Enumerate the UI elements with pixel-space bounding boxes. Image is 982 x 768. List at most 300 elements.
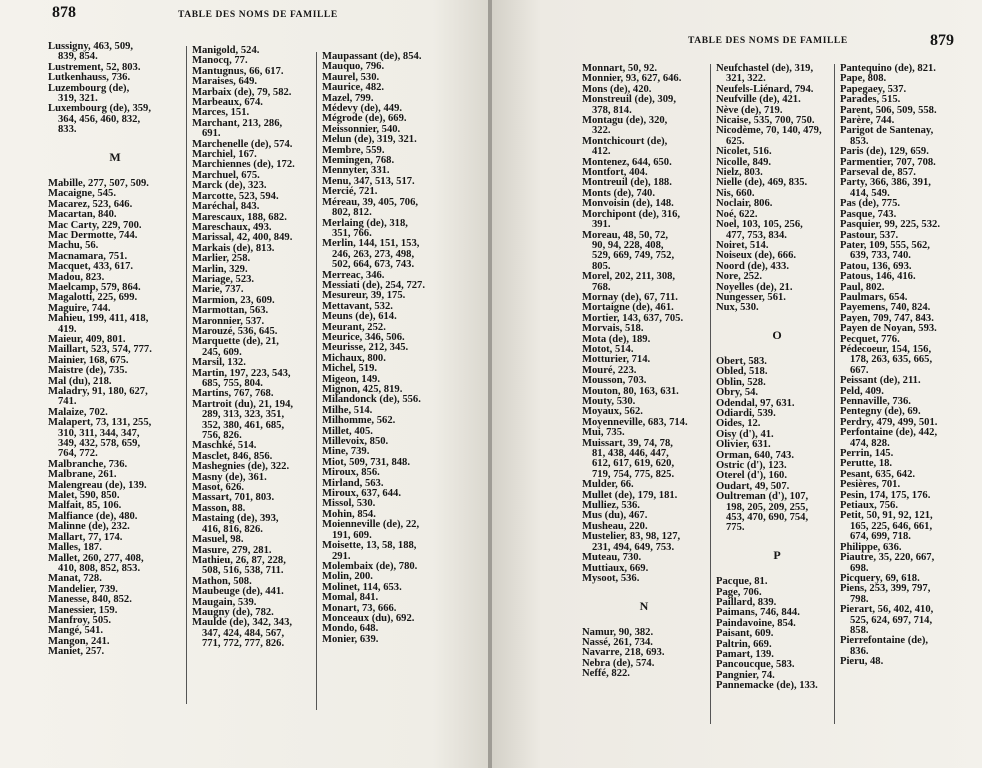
index-entry-continuation: 81, 438, 446, 447, [592, 448, 669, 460]
index-entry: Monart, 73, 666. [322, 602, 397, 614]
index-entry: Pannemacke (de), 133. [716, 680, 818, 692]
column-rule [186, 46, 187, 704]
index-entry: Maronnier, 537. [192, 315, 265, 327]
index-entry: Macaigne, 545. [48, 188, 116, 200]
index-entry: Miroux, 637, 644. [322, 488, 401, 500]
index-entry: Malles, 187. [48, 542, 102, 554]
index-entry-continuation: 391. [592, 219, 611, 231]
index-entry: Millevoix, 850. [322, 436, 389, 448]
index-entry: Lustrement, 52, 803. [48, 61, 141, 73]
index-entry: Muteau, 730. [582, 552, 642, 564]
index-entry: Malaize, 702. [48, 406, 108, 418]
index-entry: Pater, 109, 555, 562, [840, 239, 930, 251]
index-entry: Manat, 728. [48, 573, 102, 585]
index-entry: Muissart, 39, 74, 78, [582, 437, 673, 449]
index-entry: Neffé, 822. [582, 668, 630, 680]
index-entry-continuation: 685, 755, 804. [202, 378, 263, 389]
column-rule [834, 64, 835, 724]
index-entry: Neufchastel (de), 319, [716, 63, 814, 74]
index-entry: Marces, 151. [192, 107, 250, 119]
index-entry: Mousson, 703. [582, 375, 647, 387]
index-column [48, 42, 182, 658]
index-entry: Pancoucque, 583. [716, 659, 795, 671]
index-entry: Morvais, 518. [582, 323, 644, 335]
index-entry: Marck (de), 323. [192, 180, 267, 192]
index-entry: Payen, 709, 747, 843. [840, 312, 934, 324]
index-entry: Neufels-Liénard, 794. [716, 83, 814, 95]
index-entry: Party, 366, 386, 391, [840, 177, 931, 189]
index-entry: Nielle (de), 469, 835. [716, 177, 808, 189]
index-entry: Petiaux, 756. [840, 500, 898, 512]
index-entry: Maschké, 514. [192, 440, 257, 452]
index-entry-continuation: 839, 854. [58, 51, 98, 63]
index-entry: Mainier, 168, 675. [48, 354, 129, 366]
index-entry: Noé, 622. [716, 208, 758, 220]
index-entry: Marouzé, 536, 645. [192, 325, 278, 337]
index-entry-continuation: 836. [850, 645, 869, 657]
index-entry-continuation: 719, 754, 775, 825. [592, 468, 675, 480]
index-entry: Maulde (de), 342, 343, [192, 617, 293, 629]
index-entry: Masure, 279, 281. [192, 544, 272, 556]
index-entry: Mullet (de), 179, 181. [582, 489, 678, 501]
index-entry: Morchipont (de), 316, [582, 208, 681, 220]
index-entry: Malbrane, 261. [48, 469, 117, 481]
index-entry: Mahieu, 199, 411, 418, [48, 313, 149, 325]
index-entry: Mesureur, 39, 175. [322, 290, 406, 302]
index-entry: Payen de Noyan, 593. [840, 323, 937, 335]
index-entry: Martins, 767, 768. [192, 388, 274, 400]
index-entry-continuation: 321, 322. [726, 73, 766, 85]
index-entry-continuation: 802, 812. [332, 207, 372, 219]
index-entry: Monvoisin (de), 148. [582, 198, 674, 210]
index-entry: Obert, 583. [716, 355, 767, 367]
index-entry: Monceaux (du), 692. [322, 612, 415, 624]
index-entry: Moreau, 48, 50, 72, [582, 229, 669, 241]
index-column [716, 64, 838, 692]
index-entry: Mantugnus, 66, 617. [192, 65, 284, 77]
index-entry-continuation: 639, 733, 740. [850, 250, 911, 262]
index-entry-continuation: 319, 321. [58, 93, 98, 105]
index-entry: Manigold, 524. [192, 45, 260, 56]
index-entry-continuation: 525, 624, 697, 714, [850, 614, 933, 626]
index-entry: Namur, 90, 382. [582, 626, 654, 638]
index-entry-continuation: 349, 432, 578, 659, [58, 438, 141, 450]
index-entry: Membre, 559. [322, 144, 385, 156]
index-entry-continuation: 674, 699, 718. [850, 531, 911, 543]
index-entry: Macartan, 840. [48, 209, 117, 221]
index-entry: Machu, 56. [48, 240, 99, 252]
index-entry: Noyelles (de), 21. [716, 281, 793, 293]
index-entry: Patou, 136, 693. [840, 260, 912, 272]
index-entry: Macnamara, 751. [48, 250, 128, 262]
index-entry: Papegaey, 537. [840, 83, 907, 95]
index-entry-continuation: 474, 828. [850, 437, 890, 449]
index-entry: Monts (de), 740. [582, 187, 655, 199]
index-entry: Marchiennes (de), 172. [192, 159, 295, 171]
index-entry: Maugain, 539. [192, 596, 257, 608]
index-entry: Massart, 701, 803. [192, 492, 275, 504]
index-entry: Missol, 530. [322, 498, 376, 510]
index-entry: Montchicourt (de), [582, 135, 668, 147]
index-entry: Mouton, 80, 163, 631. [582, 385, 679, 397]
index-entry: Noord (de), 433. [716, 260, 789, 272]
index-entry-continuation: 508, 516, 538, 711. [202, 565, 284, 577]
spacer [582, 584, 706, 594]
index-entry: Meurice, 346, 506. [322, 331, 405, 343]
index-entry: Molinet, 114, 653. [322, 581, 402, 593]
index-entry: Maniet, 257. [48, 646, 105, 658]
page-number: 879 [930, 32, 954, 49]
index-entry: Nebra (de), 574. [582, 657, 655, 669]
index-entry: Pieru, 48. [840, 656, 884, 668]
index-entry: Perdry, 479, 499, 501. [840, 416, 938, 428]
index-entry: Perfontaine (de), 442, [840, 427, 938, 439]
index-entry: Mangon, 241. [48, 635, 110, 647]
index-entry-continuation: 691. [202, 128, 221, 140]
index-entry: Masot, 626. [192, 482, 245, 494]
index-entry-continuation: 858. [850, 624, 869, 636]
index-entry: Pierart, 56, 402, 410, [840, 604, 934, 616]
index-entry: Obry, 54. [716, 387, 759, 399]
index-entry-continuation: 529, 669, 749, 752, [592, 250, 675, 262]
index-entry: Pesières, 701. [840, 479, 901, 491]
index-entry: Oterel (d'), 160. [716, 470, 788, 482]
index-entry: Lutkenhauss, 736. [48, 72, 131, 84]
index-entry: Paindavoine, 854. [716, 617, 796, 629]
index-entry: Maubeuge (de), 441. [192, 586, 284, 598]
index-entry: Maugny (de), 782. [192, 606, 274, 618]
index-entry: Odendal, 97, 631. [716, 397, 795, 409]
index-entry: Marcotte, 523, 594. [192, 190, 279, 202]
index-entry: Malinne (de), 232. [48, 521, 130, 533]
index-entry: Mercié, 721. [322, 186, 378, 198]
index-entry: Piens, 253, 399, 797, [840, 583, 931, 595]
index-entry: Motturier, 714. [582, 354, 651, 366]
index-entry: Masny (de), 361. [192, 471, 267, 483]
index-entry: Mastaing (de), 393, [192, 513, 279, 525]
index-entry: Maurice, 482. [322, 82, 385, 94]
index-entry: Marmion, 23, 609. [192, 294, 275, 306]
index-entry-continuation: 419. [58, 323, 77, 335]
index-entry: Monstreuil (de), 309, [582, 94, 676, 106]
index-entry: Obled, 518. [716, 366, 768, 378]
index-entry-continuation: 322. [592, 125, 611, 137]
index-entry: Nicodème, 70, 140, 479, [716, 125, 822, 137]
index-entry: Magalotti, 225, 699. [48, 292, 138, 304]
index-entry: Luxembourg (de), 359, [48, 103, 151, 115]
index-entry: Maurel, 530. [322, 71, 380, 83]
index-entry: Pasque, 743. [840, 208, 897, 220]
index-entry: Markais (de), 813. [192, 242, 275, 254]
running-title: TABLE DES NOMS DE FAMILLE [178, 10, 338, 20]
spacer [582, 617, 706, 627]
index-entry: Noclair, 806. [716, 198, 773, 210]
index-entry: Patous, 146, 416. [840, 271, 916, 283]
index-entry-continuation: 310, 311, 344, 347, [58, 427, 140, 439]
index-entry: Maupassant (de), 854. [322, 51, 422, 62]
index-entry: Mons (de), 420. [582, 83, 652, 95]
index-entry: Mohin, 854. [322, 508, 376, 520]
index-entry: Mondo, 648. [322, 623, 379, 635]
index-entry: Pesant, 635, 642. [840, 468, 916, 480]
index-entry-continuation: 798. [850, 593, 869, 605]
index-entry: Monnart, 50, 92. [582, 63, 658, 74]
index-entry: Miroux, 856. [322, 467, 380, 479]
index-entry: Madou, 823. [48, 271, 105, 283]
index-entry: Mangé, 541. [48, 625, 104, 637]
index-entry: Pape, 808. [840, 73, 887, 85]
index-entry: Nicolet, 516. [716, 146, 772, 158]
spacer [48, 136, 182, 146]
index-entry-continuation: 289, 313, 323, 351, [202, 409, 285, 421]
index-entry: Marmottan, 563. [192, 305, 269, 317]
index-entry: Parmentier, 707, 708. [840, 156, 936, 168]
index-entry-continuation: 410, 808, 852, 853. [58, 562, 141, 574]
index-entry: Mustelier, 83, 98, 127, [582, 531, 681, 543]
index-entry: Masclet, 846, 856. [192, 450, 273, 462]
section-letter: O [772, 328, 782, 343]
index-entry: Perutte, 18. [840, 458, 893, 470]
index-entry: Pédecoeur, 154, 156, [840, 343, 932, 355]
spacer [716, 534, 838, 544]
index-entry: Parades, 515. [840, 94, 901, 106]
index-entry: Picquery, 69, 618. [840, 572, 920, 584]
index-entry: Michaux, 800. [322, 352, 386, 364]
index-entry: Monier, 639. [322, 633, 379, 645]
index-entry: Millet, 405. [322, 425, 373, 437]
index-entry: Marlier, 258. [192, 253, 251, 265]
index-entry: Mac Carty, 229, 700. [48, 219, 142, 231]
index-entry: Merreac, 346. [322, 269, 385, 281]
index-entry: Motot, 514. [582, 343, 634, 355]
index-entry: Pesin, 174, 175, 176. [840, 489, 931, 501]
index-entry: Mus (du), 467. [582, 510, 648, 522]
index-entry: Malfait, 85, 106. [48, 500, 122, 512]
index-entry-continuation: 805. [592, 260, 611, 272]
index-entry: Montagu (de), 320, [582, 115, 668, 127]
index-entry: Macquet, 433, 617. [48, 261, 134, 273]
index-entry: Michel, 519. [322, 363, 378, 375]
index-entry: Marissal, 42, 400, 849. [192, 232, 293, 244]
index-entry: Nux, 530. [716, 302, 759, 314]
index-entry: Mathieu, 26, 87, 228, [192, 554, 286, 566]
index-entry: Luzembourg (de), [48, 82, 130, 94]
index-entry-continuation: 764, 772. [58, 448, 98, 460]
index-entry: Manesse, 840, 852. [48, 594, 132, 606]
index-entry: Monnier, 93, 627, 646. [582, 73, 682, 85]
index-entry: Lussigny, 463, 509, [48, 41, 134, 52]
index-entry-continuation: 191, 609. [332, 529, 372, 541]
index-entry-continuation: 351, 766. [332, 227, 372, 239]
index-entry: Molembaix (de), 780. [322, 560, 418, 572]
index-entry: Pacque, 81. [716, 576, 768, 588]
index-entry-continuation: 756, 826. [202, 430, 242, 442]
index-entry: Paul, 802. [840, 281, 885, 293]
index-entry-continuation: 90, 94, 228, 408, [592, 239, 664, 251]
index-entry-continuation: 853. [850, 135, 869, 147]
running-title: TABLE DES NOMS DE FAMILLE [688, 36, 848, 46]
index-entry: Martin, 197, 223, 543, [192, 367, 291, 379]
index-entry: Piautre, 35, 220, 667, [840, 552, 935, 564]
index-entry: Malengreau (de), 139. [48, 479, 147, 491]
index-entry: Montfort, 404. [582, 167, 648, 179]
index-entry: Maistre (de), 735. [48, 365, 128, 377]
index-entry: Marsil, 132. [192, 357, 246, 369]
index-entry: Mui, 735. [582, 427, 625, 439]
index-entry: Mathon, 508. [192, 575, 252, 587]
index-entry: Marchant, 213, 286, [192, 117, 283, 129]
index-entry: Mota (de), 189. [582, 333, 651, 345]
index-entry: Parent, 506, 509, 558. [840, 104, 937, 116]
index-entry: Mouré, 223. [582, 364, 637, 376]
index-column [192, 46, 324, 650]
index-entry: Mulliez, 536. [582, 500, 640, 512]
index-entry: Maladry, 91, 180, 627, [48, 386, 148, 397]
section-letter: M [109, 150, 121, 165]
index-entry: Noel, 103, 105, 256, [716, 219, 803, 231]
index-entry-continuation: 698. [850, 562, 869, 574]
index-entry: Moisette, 13, 58, 188, [322, 540, 417, 552]
index-entry: Malbranche, 736. [48, 458, 128, 470]
index-entry-continuation: 165, 225, 646, 661, [850, 520, 933, 532]
index-entry: Milhomme, 562. [322, 415, 396, 427]
index-entry: Nève (de), 719. [716, 104, 783, 116]
index-entry: Mariage, 523. [192, 273, 255, 285]
index-entry: Mortaigne (de), 461. [582, 302, 674, 314]
index-entry: Pentegny (de), 69. [840, 406, 921, 418]
section-letter: P [773, 548, 781, 563]
index-entry-continuation: 352, 380, 461, 685, [202, 419, 285, 431]
index-entry: Olivier, 631. [716, 439, 771, 451]
index-entry: Méreau, 39, 405, 706, [322, 196, 419, 208]
index-entry-continuation: 414, 549. [850, 187, 890, 199]
index-entry: Oudart, 49, 507. [716, 480, 790, 492]
index-entry: Pantequino (de), 821. [840, 63, 936, 74]
index-entry: Macarez, 523, 646. [48, 198, 133, 210]
index-entry-continuation: 245, 609. [202, 346, 242, 358]
index-entry: Mareschaux, 493. [192, 221, 272, 233]
index-entry: Odiardi, 539. [716, 408, 776, 419]
index-entry: Momal, 841. [322, 592, 379, 604]
index-entry: Oides, 12. [716, 418, 761, 430]
index-entry: Nicolle, 849. [716, 156, 772, 168]
index-entry-continuation: 477, 753, 834. [726, 229, 787, 241]
index-entry: Manessier, 159. [48, 604, 118, 616]
index-entry: Oblin, 528. [716, 376, 766, 388]
index-entry: Merlaing (de), 318, [322, 217, 408, 229]
index-entry: Paltrin, 669. [716, 638, 772, 650]
index-entry: Moyaux, 562. [582, 406, 643, 418]
index-entry: Nicaise, 535, 700, 750. [716, 115, 815, 127]
index-entry: Mysoot, 536. [582, 572, 640, 584]
index-entry-continuation: 246, 263, 273, 498, [332, 248, 415, 260]
index-entry: Migeon, 149. [322, 373, 380, 385]
index-entry: Mégrode (de), 669. [322, 113, 407, 125]
index-entry: Masson, 88. [192, 502, 246, 514]
index-entry-continuation: 364, 456, 460, 832, [58, 113, 141, 125]
index-entry: Montenez, 644, 650. [582, 156, 672, 168]
index-entry: Nis, 660. [716, 187, 755, 199]
index-entry: Mignon, 425, 819. [322, 384, 403, 395]
index-entry: Milandonck (de), 556. [322, 394, 421, 406]
index-entry: Parère, 744. [840, 115, 895, 127]
index-entry: Mirland, 563. [322, 477, 384, 489]
index-entry: Molin, 200. [322, 571, 373, 583]
index-entry-continuation: 833. [58, 124, 77, 136]
index-entry: Milhe, 514. [322, 404, 373, 416]
index-entry-continuation: 378, 814. [592, 104, 632, 116]
index-entry: Pasquier, 99, 225, 532. [840, 219, 940, 231]
page-number: 878 [52, 4, 76, 21]
index-entry: Oultreman (d'), 107, [716, 491, 809, 503]
index-entry-continuation: 416, 816, 826. [202, 523, 263, 535]
index-entry: Mouty, 530. [582, 396, 636, 407]
index-entry: Mallet, 260, 277, 408, [48, 552, 144, 564]
index-entry: Merlin, 144, 151, 153, [322, 238, 420, 250]
index-entry: Pas (de), 775. [840, 198, 901, 210]
index-entry: Navarre, 218, 693. [582, 647, 665, 659]
index-entry: Memingen, 768. [322, 155, 395, 167]
index-entry: Meurisse, 212, 345. [322, 342, 409, 354]
index-entry: Meurant, 252. [322, 321, 386, 333]
index-entry-continuation: 347, 424, 484, 567, [202, 627, 285, 639]
index-entry: Petit, 50, 91, 92, 121, [840, 510, 933, 522]
index-entry: Malet, 590, 850. [48, 490, 120, 502]
index-entry: Mennyter, 331. [322, 165, 390, 177]
index-entry: Mal (du), 218. [48, 375, 112, 387]
index-entry: Manfroy, 505. [48, 614, 112, 626]
index-entry: Neufville (de), 421. [716, 94, 801, 106]
index-entry: Marbaix (de), 79, 582. [192, 86, 292, 98]
index-entry: Nassé, 261, 734. [582, 636, 653, 648]
index-entry: Mazel, 799. [322, 92, 374, 104]
index-entry: Marchiel, 167. [192, 149, 257, 161]
index-entry: Marchuel, 675. [192, 169, 260, 181]
index-entry: Marchenelle (de), 574. [192, 138, 293, 150]
index-entry-continuation: 612, 617, 619, 620, [592, 458, 675, 470]
index-entry: Mauquo, 796. [322, 61, 385, 73]
index-entry-continuation: 502, 664, 673, 743. [332, 259, 415, 271]
index-entry: Nungesser, 561. [716, 291, 786, 303]
spacer [716, 314, 838, 324]
index-entry-continuation: 231, 494, 649, 753. [592, 541, 675, 553]
index-entry: Paillard, 839. [716, 596, 777, 608]
index-entry-continuation: 771, 772, 777, 826. [202, 638, 285, 650]
index-entry: Paisant, 609. [716, 628, 774, 640]
column-rule [316, 52, 317, 710]
index-entry: Mabille, 277, 507, 509. [48, 177, 149, 189]
index-entry: Menu, 347, 513, 517. [322, 175, 415, 187]
index-entry-continuation: 412. [592, 146, 611, 158]
index-entry: Mine, 739. [322, 446, 370, 458]
index-entry: Parigot de Santenay, [840, 125, 934, 137]
index-entry: Masuel, 98. [192, 534, 244, 546]
index-entry: Miot, 509, 731, 848. [322, 456, 410, 468]
index-entry: Maréchal, 843. [192, 201, 260, 213]
index-entry: Pamart, 139. [716, 648, 774, 660]
index-entry: Pangnier, 74. [716, 669, 775, 681]
index-entry: Morel, 202, 211, 308, [582, 271, 676, 283]
index-column [322, 52, 456, 645]
index-entry: Mallart, 77, 174. [48, 531, 123, 543]
index-entry: Moyenneville, 683, 714. [582, 416, 688, 428]
index-entry: Nore, 252. [716, 271, 762, 283]
index-entry: Philippe, 636. [840, 541, 902, 553]
index-entry: Malapert, 73, 131, 255, [48, 417, 152, 429]
index-entry: Marie, 737. [192, 284, 244, 296]
index-entry: Marlin, 329. [192, 263, 248, 275]
index-entry: Muttiaux, 669. [582, 562, 649, 574]
